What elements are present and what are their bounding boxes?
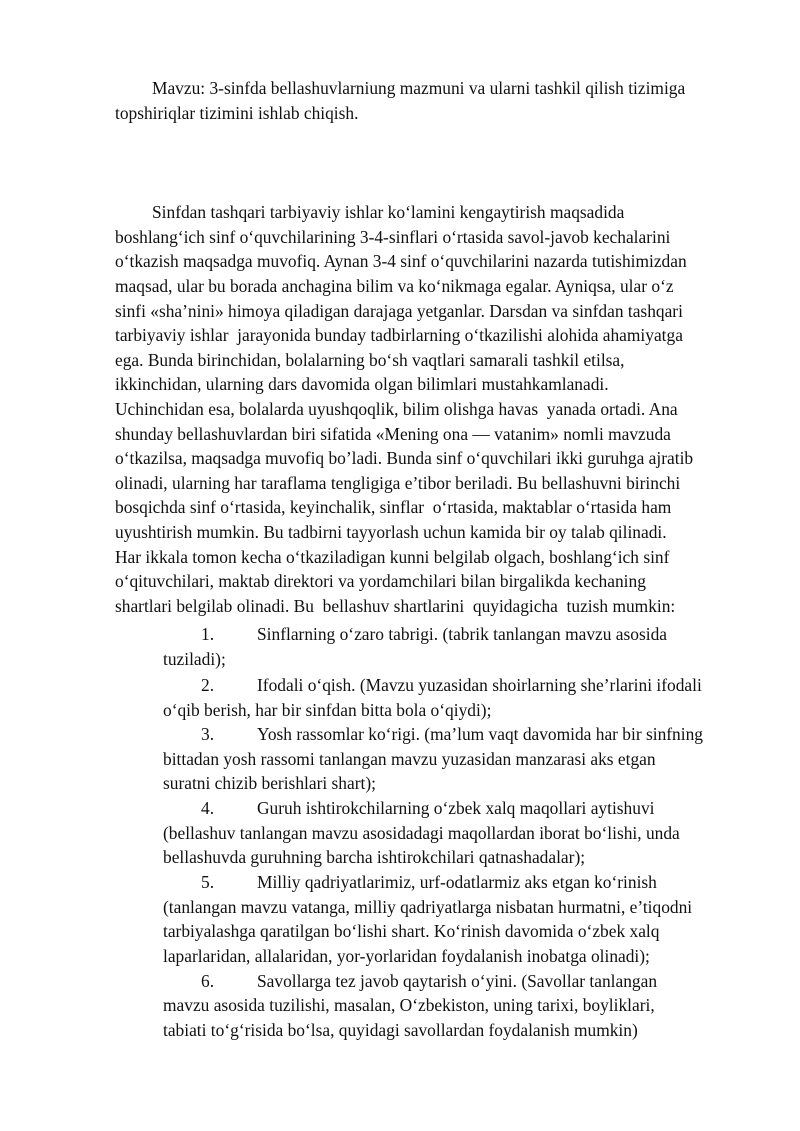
body-line: shunday bellashuvlardan biri sifatida «Mening ona — vatanim» nomli mavzuda [115,424,671,444]
body-line: sinfi «sha’nini» himoya qiladigan darajaga yetganlar. Darsdan va sinfdan tashqari [115,301,683,321]
list-item-line: Guruh ishtirokchilarning o‘zbek xalq maqollari aytishuvi [257,798,655,818]
list-item-line: Yosh rassomlar ko‘rigi. (ma’lum vaqt davomida har bir sinfning [257,724,703,744]
body-line: boshlang‘ich sinf o‘quvchilarining 3-4-sinflari o‘rtasida savol-javob kechalarini [115,227,671,247]
list-number: 6. [201,971,215,991]
body-line: o‘tkazilsa, maqsadga muvofiq bo’ladi. Bunda sinf o‘quvchilari ikki guruhga ajratib [115,448,694,468]
list-item-line: suratni chizib berishlari shart); [163,773,376,793]
list-number: 3. [201,724,215,744]
list-item-line: Sinflarning o‘zaro tabrigi. (tabrik tanlangan mavzu asosida [257,624,667,644]
list-item-line: tuziladi); [163,649,226,669]
title-line: Mavzu: 3-sinfda bellashuvlarniung mazmuni va ularni tashkil qilish tizimiga [152,78,686,98]
title-line: topshiriqlar tizimini ishlab chiqish. [115,103,359,123]
list-item-line: bittadan yosh rassomi tanlangan mavzu yuzasidan manzarasi aks etgan [163,749,656,769]
list-number: 4. [201,798,215,818]
list-item-line: bellashuvda guruhning barcha ishtirokchilari qatnashadalar); [163,847,586,867]
body-line: bosqichda sinf o‘rtasida, keyinchalik, sinflar o‘rtasida, maktablar o‘rtasida ham [115,497,672,517]
list-number: 1. [201,624,215,644]
body-line: o‘tkazish maqsadga muvofiq. Aynan 3-4 sinf o‘quvchilarini nazarda tutishimizdan [115,251,687,271]
body-line: Uchinchidan esa, bolalarda uyushqoqlik, bilim olishga havas yanada ortadi. Ana [115,399,678,419]
list-item-line: (bellashuv tanlangan mavzu asosidadagi maqollardan iborat bo‘lishi, unda [163,823,680,843]
list-item-line: tarbiyalashga qaratilgan bo‘lishi shart. Ko‘rinish davomida o‘zbek xalq [163,921,660,941]
list-item-line: Savollarga tez javob qaytarish o‘yini. (Savollar tanlangan [257,971,658,991]
body-line: Sinfdan tashqari tarbiyaviy ishlar ko‘lamini kengaytirish maqsadida [152,202,625,222]
list-item-line: mavzu asosida tuzilishi, masalan, O‘zbekiston, uning tarixi, boyliklari, [163,995,655,1015]
body-line: shartlari belgilab olinadi. Bu bellashuv shartlarini quyidagicha tuzish mumkin: [115,596,676,616]
list-item-line: Ifodali o‘qish. (Mavzu yuzasidan shoirlarning she’rlarini ifodali [257,675,702,695]
list-item-line: Milliy qadriyatlarimiz, urf-odatlarmiz aks etgan ko‘rinish [257,872,657,892]
body-line: Har ikkala tomon kecha o‘tkaziladigan kunni belgilab olgach, boshlang‘ich sinf [115,547,670,567]
list-item-line: (tanlangan mavzu vatanga, milliy qadriyatlarga nisbatan hurmatni, e’tiqodni [163,897,693,917]
body-line: ikkinchidan, ularning dars davomida olgan bilimlari mustahkamlanadi. [115,374,609,394]
list-item-line: o‘qib berish, har bir sinfdan bitta bola o‘qiydi); [163,700,492,720]
list-number: 2. [201,675,215,695]
body-line: ega. Bunda birinchidan, bolalarning bo‘sh vaqtlari samarali tashkil etilsa, [115,350,625,370]
body-line: uyushtirish mumkin. Bu tadbirni tayyorlash uchun kamida bir oy talab qilinadi. [115,522,667,542]
list-number: 5. [201,872,215,892]
list-item-line: laparlaridan, allalaridan, yor-yorlaridan foydalanish inobatga olinadi); [163,946,650,966]
body-line: tarbiyaviy ishlar jarayonida bunday tadbirlarning o‘tkazilishi alohida ahamiyatga [115,325,683,345]
body-line: olinadi, ularning har taraflama tengligiga e’tibor beriladi. Bu bellashuvni birinchi [115,473,681,493]
list-item-line: tabiati to‘g‘risida bo‘lsa, quyidagi savollardan foydalanish mumkin) [163,1020,638,1040]
body-line: o‘qituvchilari, maktab direktori va yordamchilari bilan birgalikda kechaning [115,571,646,591]
body-line: maqsad, ular bu borada anchagina bilim va ko‘nikmaga egalar. Ayniqsa, ular o‘z [115,276,674,296]
